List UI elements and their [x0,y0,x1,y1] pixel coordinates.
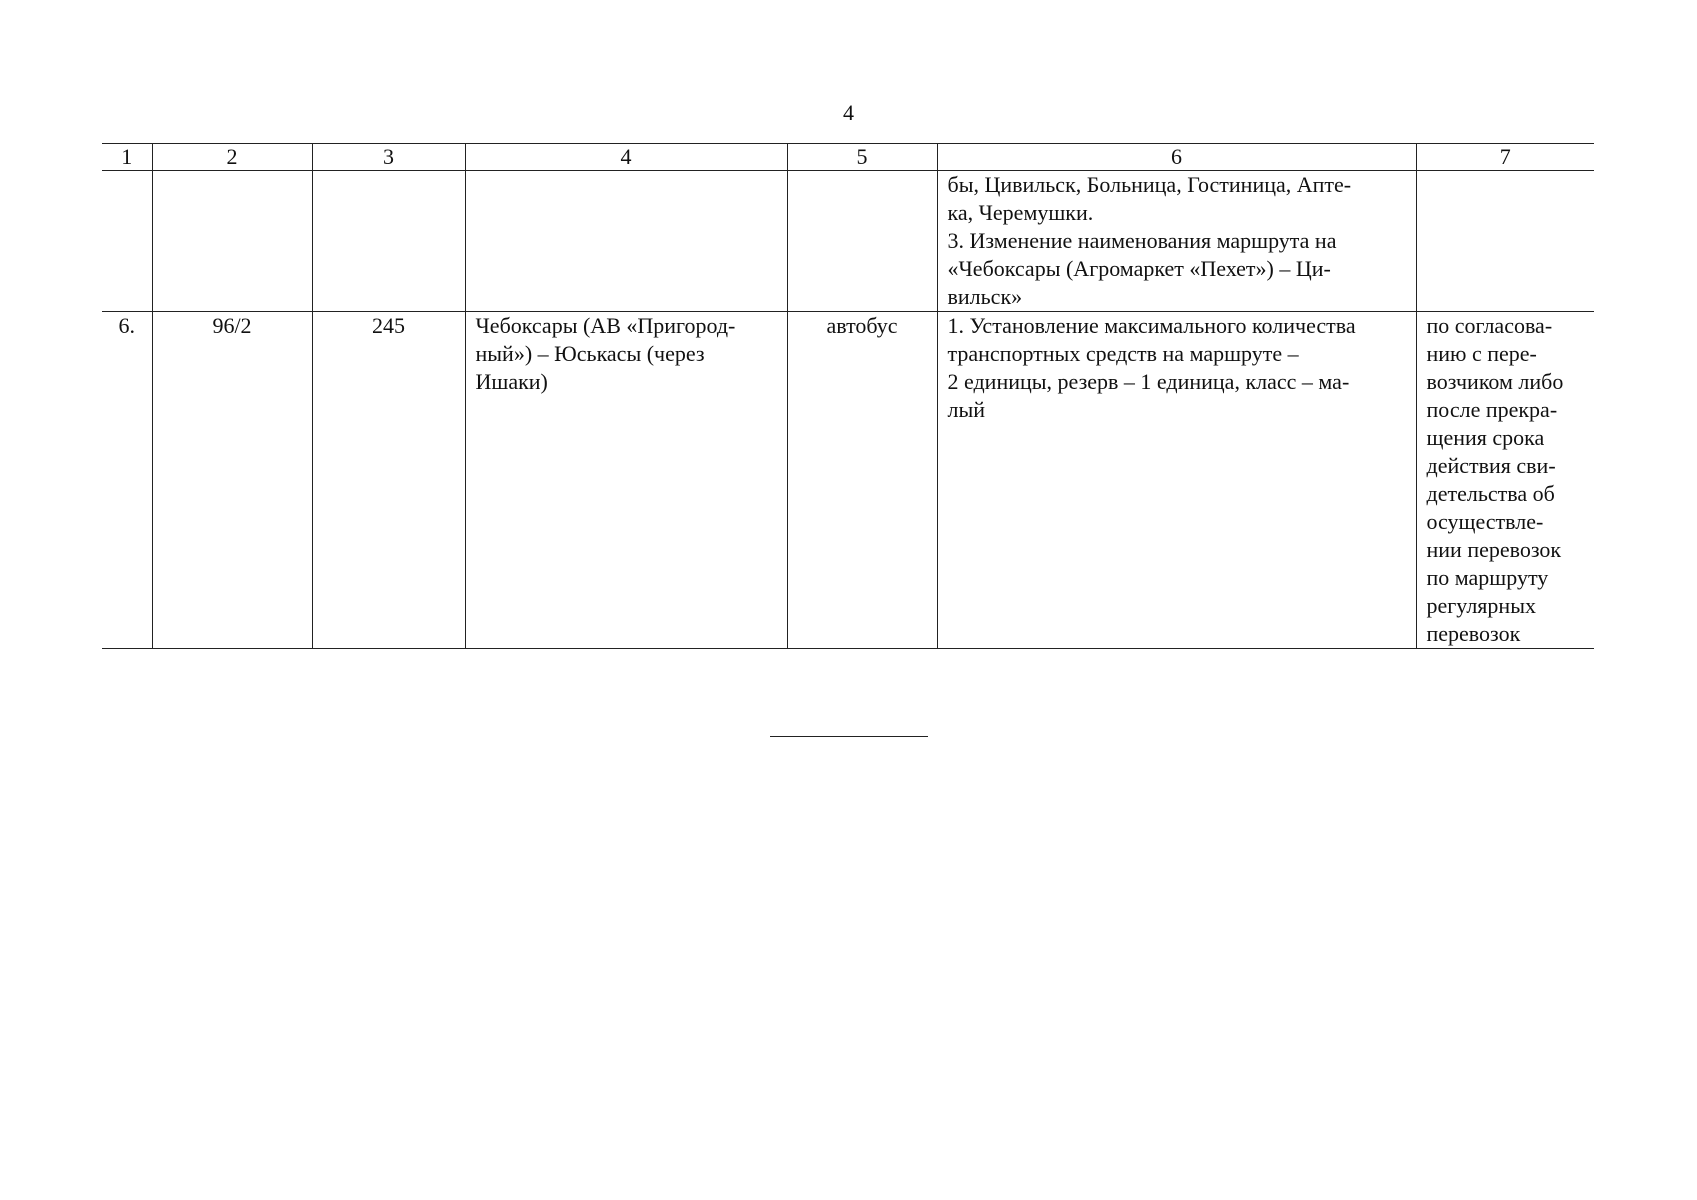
text-line: бы, Цивильск, Больница, Гостиница, Апте- [947,172,1352,197]
cell-transport-type: автобус [787,312,937,649]
text-line: перевозок [1426,621,1521,646]
text-line: ный») – Юськасы (через [475,341,705,366]
text-line: возчиком либо [1426,369,1564,394]
header-col-6: 6 [937,144,1416,171]
text-line: 2 единицы, резерв – 1 единица, класс – ма- [947,369,1350,394]
cell-empty [152,171,312,312]
cell-empty [102,171,152,312]
text-line: щения срока [1426,425,1545,450]
end-of-document-rule [770,736,928,737]
text-line: после прекра- [1426,397,1558,422]
text-line: нии перевозок [1426,537,1562,562]
cell-route-number: 245 [312,312,465,649]
text-line: 3. Изменение наименования маршрута на [947,228,1337,253]
table-row-6 [102,312,1594,649]
table-row-continuation [102,171,1594,312]
text-line: «Чебоксары (Агромаркет «Пехет») – Ци- [947,256,1331,281]
text-line: по маршруту [1426,565,1549,590]
text-line: осуществле- [1426,509,1544,534]
text-line: детельства об [1426,481,1555,506]
text-line: 1. Установление максимального количества [947,313,1356,338]
text-line: лый [947,397,986,422]
text-line: ка, Черемушки. [947,200,1094,225]
cell-route-name [465,312,787,649]
header-col-2: 2 [152,144,312,171]
cell-deadline [1416,312,1594,649]
text-line: вильск» [947,284,1023,309]
text-line: Ишаки) [475,369,548,394]
cell-empty [1416,171,1594,312]
cell-empty [465,171,787,312]
text-line: регулярных [1426,593,1536,618]
text-line: действия сви- [1426,453,1556,478]
table-header-row [102,144,1594,171]
header-col-3: 3 [312,144,465,171]
header-col-1: 1 [102,144,152,171]
header-col-4: 4 [465,144,787,171]
cell-changes [937,312,1416,649]
cell-reg-number: 96/2 [152,312,312,649]
header-col-5: 5 [787,144,937,171]
header-col-7: 7 [1416,144,1594,171]
text-line: по согласова- [1426,313,1553,338]
routes-table [102,143,1594,649]
text-line: транспортных средств на маршруте – [947,341,1299,366]
cell-row-number: 6. [102,312,152,649]
text-line: Чебоксары (АВ «Пригород- [475,313,736,338]
page-number: 4 [843,100,854,125]
cell-empty [312,171,465,312]
cell-changes-continuation [937,171,1416,312]
cell-empty [787,171,937,312]
text-line: нию с пере- [1426,341,1537,366]
